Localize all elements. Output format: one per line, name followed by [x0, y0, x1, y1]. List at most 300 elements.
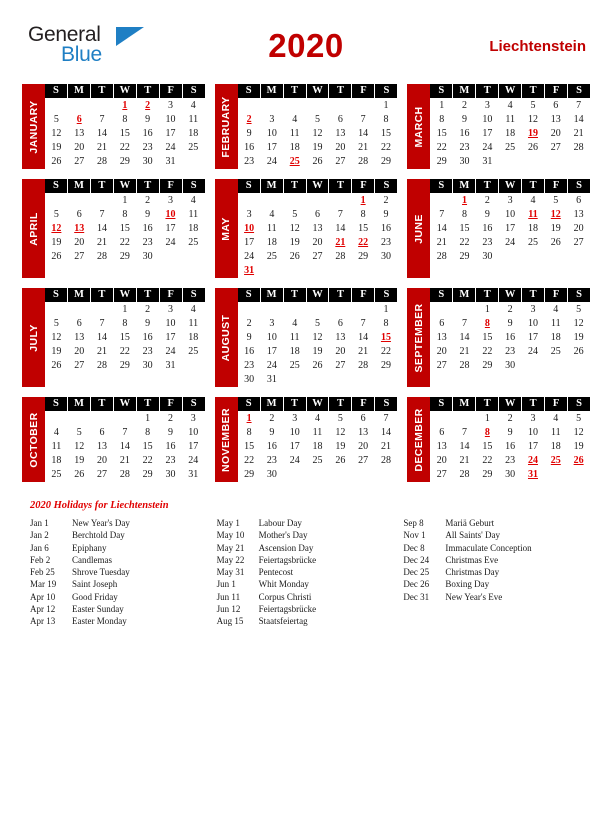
day-cell[interactable]: 3 — [530, 304, 536, 315]
day-cell[interactable]: 11 — [267, 223, 277, 234]
day-cell[interactable]: 11 — [51, 441, 62, 452]
day-cell[interactable]: 13 — [335, 332, 346, 343]
day-cell[interactable]: 16 — [459, 128, 470, 139]
day-cell[interactable]: 21 — [358, 142, 369, 153]
day-cell[interactable]: 4 — [53, 427, 59, 438]
day-cell[interactable]: 7 — [462, 427, 468, 438]
day-cell[interactable]: 17 — [266, 346, 277, 357]
day-cell[interactable]: 9 — [145, 209, 151, 220]
day-cell[interactable]: 26 — [51, 156, 62, 167]
day-cell[interactable]: 29 — [119, 360, 130, 371]
day-cell[interactable]: 27 — [335, 360, 346, 371]
day-cell[interactable]: 16 — [244, 346, 255, 357]
day-cell[interactable]: 10 — [165, 114, 176, 125]
day-cell[interactable]: 30 — [482, 251, 493, 262]
day-cell[interactable]: 15 — [459, 223, 470, 234]
day-cell[interactable]: 4 — [269, 209, 275, 220]
day-cell[interactable]: 4 — [553, 413, 559, 424]
day-cell[interactable]: 27 — [312, 251, 323, 262]
day-cell[interactable]: 3 — [190, 413, 196, 424]
day-cell[interactable]: 19 — [51, 346, 62, 357]
day-cell[interactable]: 30 — [505, 469, 516, 480]
day-cell[interactable]: 3 — [507, 195, 513, 206]
day-cell[interactable]: 8 — [246, 427, 252, 438]
day-cell[interactable]: 24 — [482, 142, 493, 153]
day-cell[interactable]: 28 — [380, 455, 391, 466]
day-cell[interactable]: 21 — [97, 346, 108, 357]
day-cell[interactable]: 3 — [269, 318, 275, 329]
day-cell[interactable]: 24 — [289, 455, 300, 466]
day-cell[interactable]: 14 — [97, 223, 108, 234]
day-cell[interactable]: 27 — [358, 455, 369, 466]
day-cell[interactable]: 23 — [380, 237, 391, 248]
day-cell[interactable]: 7 — [383, 413, 389, 424]
day-cell[interactable]: 22 — [142, 455, 153, 466]
day-cell[interactable]: 14 — [119, 441, 130, 452]
day-cell[interactable]: 15 — [358, 223, 369, 234]
day-cell[interactable]: 11 — [312, 427, 323, 438]
day-cell[interactable]: 23 — [142, 237, 153, 248]
day-cell[interactable]: 9 — [167, 427, 173, 438]
day-cell[interactable]: 14 — [436, 223, 447, 234]
day-cell[interactable]: 6 — [337, 114, 343, 125]
day-cell[interactable]: 6 — [439, 427, 445, 438]
day-cell[interactable]: 28 — [459, 469, 470, 480]
day-cell[interactable]: 15 — [436, 128, 447, 139]
day-cell[interactable]: 1 — [122, 195, 128, 206]
day-cell-holiday[interactable]: 1 — [360, 195, 366, 206]
day-cell[interactable]: 17 — [527, 332, 538, 343]
day-cell-holiday[interactable]: 13 — [74, 223, 85, 234]
day-cell[interactable]: 3 — [484, 100, 490, 111]
day-cell[interactable]: 7 — [576, 100, 582, 111]
day-cell[interactable]: 17 — [165, 332, 176, 343]
day-cell[interactable]: 13 — [74, 332, 85, 343]
day-cell[interactable]: 19 — [289, 237, 300, 248]
day-cell[interactable]: 22 — [119, 237, 130, 248]
day-cell[interactable]: 30 — [142, 251, 153, 262]
day-cell[interactable]: 4 — [292, 114, 298, 125]
day-cell-holiday[interactable]: 12 — [550, 209, 561, 220]
day-cell[interactable]: 2 — [145, 304, 151, 315]
day-cell[interactable]: 2 — [507, 304, 513, 315]
day-cell[interactable]: 20 — [335, 346, 346, 357]
day-cell[interactable]: 30 — [266, 469, 277, 480]
day-cell[interactable]: 6 — [553, 100, 559, 111]
day-cell[interactable]: 16 — [244, 142, 255, 153]
day-cell[interactable]: 8 — [145, 427, 151, 438]
day-cell[interactable]: 24 — [165, 346, 176, 357]
day-cell[interactable]: 28 — [335, 251, 346, 262]
day-cell[interactable]: 3 — [269, 114, 275, 125]
day-cell[interactable]: 11 — [505, 114, 515, 125]
day-cell[interactable]: 21 — [119, 455, 130, 466]
day-cell[interactable]: 25 — [289, 360, 300, 371]
day-cell[interactable]: 29 — [244, 469, 255, 480]
day-cell[interactable]: 15 — [482, 441, 493, 452]
day-cell[interactable]: 20 — [312, 237, 323, 248]
day-cell[interactable]: 18 — [266, 237, 277, 248]
day-cell[interactable]: 13 — [335, 128, 346, 139]
day-cell[interactable]: 21 — [97, 142, 108, 153]
day-cell[interactable]: 7 — [99, 114, 105, 125]
day-cell[interactable]: 29 — [358, 251, 369, 262]
day-cell[interactable]: 28 — [119, 469, 130, 480]
day-cell[interactable]: 23 — [459, 142, 470, 153]
day-cell[interactable]: 12 — [573, 427, 584, 438]
day-cell[interactable]: 23 — [266, 455, 277, 466]
day-cell[interactable]: 5 — [76, 427, 82, 438]
day-cell[interactable]: 5 — [530, 100, 536, 111]
day-cell[interactable]: 16 — [482, 223, 493, 234]
day-cell[interactable]: 29 — [459, 251, 470, 262]
day-cell[interactable]: 8 — [383, 318, 389, 329]
day-cell[interactable]: 1 — [484, 413, 490, 424]
day-cell[interactable]: 19 — [335, 441, 346, 452]
day-cell[interactable]: 8 — [383, 114, 389, 125]
day-cell[interactable]: 21 — [358, 346, 369, 357]
day-cell[interactable]: 13 — [436, 441, 447, 452]
day-cell[interactable]: 29 — [482, 469, 493, 480]
day-cell[interactable]: 10 — [505, 209, 516, 220]
day-cell[interactable]: 9 — [383, 209, 389, 220]
day-cell[interactable]: 23 — [142, 346, 153, 357]
day-cell[interactable]: 4 — [190, 100, 196, 111]
day-cell-holiday[interactable]: 22 — [358, 237, 369, 248]
day-cell[interactable]: 9 — [484, 209, 490, 220]
day-cell[interactable]: 11 — [188, 318, 199, 329]
day-cell[interactable]: 18 — [312, 441, 323, 452]
day-cell[interactable]: 14 — [358, 332, 369, 343]
day-cell[interactable]: 29 — [380, 156, 391, 167]
day-cell[interactable]: 17 — [289, 441, 300, 452]
day-cell[interactable]: 1 — [122, 304, 128, 315]
day-cell[interactable]: 15 — [119, 223, 130, 234]
day-cell[interactable]: 13 — [358, 427, 369, 438]
day-cell[interactable]: 16 — [266, 441, 277, 452]
day-cell[interactable]: 22 — [119, 142, 130, 153]
day-cell[interactable]: 25 — [51, 469, 62, 480]
day-cell[interactable]: 5 — [337, 413, 343, 424]
day-cell[interactable]: 26 — [527, 142, 538, 153]
day-cell[interactable]: 9 — [269, 427, 275, 438]
day-cell[interactable]: 19 — [550, 223, 561, 234]
day-cell[interactable]: 3 — [292, 413, 298, 424]
day-cell[interactable]: 22 — [244, 455, 255, 466]
day-cell[interactable]: 20 — [436, 346, 447, 357]
day-cell[interactable]: 15 — [244, 441, 255, 452]
day-cell[interactable]: 4 — [315, 413, 320, 424]
day-cell-holiday[interactable]: 1 — [246, 413, 252, 424]
day-cell[interactable]: 20 — [358, 441, 369, 452]
day-cell-holiday[interactable]: 6 — [76, 114, 82, 125]
day-cell[interactable]: 31 — [482, 156, 493, 167]
day-cell[interactable]: 14 — [335, 223, 346, 234]
day-cell[interactable]: 27 — [436, 469, 447, 480]
day-cell[interactable]: 16 — [505, 332, 516, 343]
day-cell[interactable]: 25 — [505, 142, 516, 153]
day-cell[interactable]: 21 — [97, 237, 108, 248]
day-cell[interactable]: 21 — [459, 455, 470, 466]
day-cell[interactable]: 13 — [74, 128, 85, 139]
day-cell[interactable]: 7 — [99, 209, 105, 220]
day-cell[interactable]: 29 — [119, 251, 130, 262]
day-cell-holiday[interactable]: 31 — [244, 265, 255, 276]
day-cell[interactable]: 25 — [266, 251, 277, 262]
day-cell[interactable]: 11 — [550, 318, 561, 329]
day-cell[interactable]: 17 — [505, 223, 516, 234]
day-cell[interactable]: 27 — [550, 142, 561, 153]
day-cell[interactable]: 26 — [51, 360, 62, 371]
day-cell[interactable]: 29 — [436, 156, 447, 167]
day-cell[interactable]: 13 — [573, 209, 584, 220]
day-cell[interactable]: 8 — [122, 114, 128, 125]
day-cell[interactable]: 27 — [436, 360, 447, 371]
day-cell[interactable]: 10 — [266, 128, 277, 139]
day-cell[interactable]: 13 — [97, 441, 108, 452]
day-cell[interactable]: 19 — [573, 441, 584, 452]
day-cell[interactable]: 6 — [360, 413, 366, 424]
day-cell[interactable]: 18 — [550, 332, 561, 343]
day-cell-holiday[interactable]: 31 — [527, 469, 538, 480]
day-cell-holiday[interactable]: 2 — [246, 114, 252, 125]
day-cell-holiday[interactable]: 10 — [165, 209, 176, 220]
day-cell[interactable]: 20 — [573, 223, 584, 234]
day-cell[interactable]: 9 — [507, 427, 513, 438]
day-cell[interactable]: 12 — [74, 441, 85, 452]
day-cell[interactable]: 18 — [188, 128, 199, 139]
day-cell[interactable]: 6 — [439, 318, 445, 329]
day-cell[interactable]: 24 — [244, 251, 255, 262]
day-cell-holiday[interactable]: 25 — [289, 156, 300, 167]
day-cell[interactable]: 26 — [289, 251, 300, 262]
day-cell[interactable]: 11 — [289, 128, 300, 139]
day-cell[interactable]: 24 — [266, 360, 277, 371]
day-cell-holiday[interactable]: 25 — [550, 455, 561, 466]
day-cell[interactable]: 23 — [505, 455, 516, 466]
day-cell[interactable]: 27 — [74, 156, 85, 167]
day-cell[interactable]: 12 — [51, 128, 62, 139]
day-cell[interactable]: 9 — [507, 318, 513, 329]
day-cell[interactable]: 14 — [380, 427, 391, 438]
day-cell[interactable]: 2 — [507, 413, 513, 424]
day-cell[interactable]: 9 — [145, 114, 151, 125]
day-cell[interactable]: 5 — [553, 195, 559, 206]
day-cell[interactable]: 29 — [119, 156, 130, 167]
day-cell[interactable]: 31 — [188, 469, 199, 480]
day-cell[interactable]: 7 — [360, 318, 366, 329]
day-cell[interactable]: 1 — [484, 304, 490, 315]
day-cell-holiday[interactable]: 21 — [335, 237, 346, 248]
day-cell[interactable]: 31 — [165, 360, 176, 371]
day-cell[interactable]: 11 — [550, 427, 561, 438]
day-cell[interactable]: 10 — [482, 114, 493, 125]
day-cell[interactable]: 25 — [527, 237, 538, 248]
day-cell[interactable]: 22 — [119, 346, 130, 357]
day-cell[interactable]: 6 — [76, 318, 82, 329]
day-cell[interactable]: 26 — [312, 156, 323, 167]
day-cell[interactable]: 24 — [527, 346, 538, 357]
day-cell[interactable]: 22 — [459, 237, 470, 248]
day-cell[interactable]: 10 — [165, 318, 176, 329]
day-cell[interactable]: 12 — [335, 427, 346, 438]
day-cell[interactable]: 23 — [165, 455, 176, 466]
day-cell[interactable]: 29 — [380, 360, 391, 371]
day-cell[interactable]: 26 — [74, 469, 85, 480]
day-cell[interactable]: 1 — [383, 100, 389, 111]
day-cell[interactable]: 12 — [51, 332, 62, 343]
day-cell[interactable]: 5 — [315, 318, 320, 329]
day-cell[interactable]: 12 — [527, 114, 538, 125]
day-cell[interactable]: 20 — [550, 128, 561, 139]
day-cell[interactable]: 25 — [188, 346, 199, 357]
day-cell[interactable]: 3 — [530, 413, 536, 424]
day-cell[interactable]: 28 — [97, 251, 108, 262]
day-cell[interactable]: 20 — [335, 142, 346, 153]
day-cell[interactable]: 30 — [142, 360, 153, 371]
day-cell[interactable]: 27 — [335, 156, 346, 167]
day-cell[interactable]: 12 — [312, 128, 323, 139]
day-cell[interactable]: 30 — [244, 374, 255, 385]
day-cell[interactable]: 21 — [436, 237, 447, 248]
day-cell[interactable]: 30 — [380, 251, 391, 262]
day-cell[interactable]: 26 — [550, 237, 561, 248]
day-cell[interactable]: 19 — [51, 142, 62, 153]
day-cell-holiday[interactable]: 1 — [122, 100, 128, 111]
day-cell[interactable]: 18 — [289, 142, 300, 153]
day-cell[interactable]: 18 — [289, 346, 300, 357]
day-cell[interactable]: 24 — [188, 455, 199, 466]
day-cell[interactable]: 16 — [505, 441, 516, 452]
day-cell[interactable]: 9 — [462, 114, 468, 125]
day-cell[interactable]: 13 — [312, 223, 323, 234]
day-cell[interactable]: 1 — [439, 100, 445, 111]
day-cell[interactable]: 3 — [167, 304, 173, 315]
day-cell[interactable]: 18 — [505, 128, 516, 139]
day-cell[interactable]: 18 — [51, 455, 62, 466]
day-cell-holiday[interactable]: 11 — [528, 209, 538, 220]
day-cell[interactable]: 23 — [505, 346, 516, 357]
day-cell[interactable]: 28 — [436, 251, 447, 262]
day-cell[interactable]: 25 — [188, 142, 199, 153]
day-cell[interactable]: 17 — [165, 128, 176, 139]
day-cell[interactable]: 27 — [74, 360, 85, 371]
day-cell[interactable]: 1 — [145, 413, 151, 424]
day-cell[interactable]: 24 — [505, 237, 516, 248]
day-cell[interactable]: 31 — [266, 374, 277, 385]
day-cell[interactable]: 18 — [550, 441, 561, 452]
day-cell[interactable]: 19 — [312, 142, 323, 153]
day-cell[interactable]: 20 — [74, 142, 85, 153]
day-cell-holiday[interactable]: 8 — [484, 427, 490, 438]
day-cell[interactable]: 30 — [459, 156, 470, 167]
day-cell[interactable]: 2 — [145, 195, 151, 206]
day-cell[interactable]: 8 — [462, 209, 468, 220]
day-cell[interactable]: 3 — [167, 100, 173, 111]
day-cell[interactable]: 26 — [573, 346, 584, 357]
day-cell[interactable]: 2 — [246, 318, 252, 329]
day-cell[interactable]: 6 — [315, 209, 320, 220]
day-cell[interactable]: 6 — [99, 427, 105, 438]
day-cell[interactable]: 1 — [383, 304, 389, 315]
day-cell[interactable]: 21 — [459, 346, 470, 357]
day-cell[interactable]: 22 — [482, 346, 493, 357]
day-cell[interactable]: 12 — [312, 332, 323, 343]
day-cell[interactable]: 23 — [244, 156, 255, 167]
day-cell[interactable]: 5 — [292, 209, 298, 220]
day-cell[interactable]: 7 — [337, 209, 343, 220]
day-cell[interactable]: 28 — [358, 156, 369, 167]
day-cell[interactable]: 9 — [246, 332, 252, 343]
day-cell[interactable]: 30 — [165, 469, 176, 480]
day-cell[interactable]: 15 — [119, 332, 130, 343]
day-cell[interactable]: 2 — [167, 413, 173, 424]
day-cell[interactable]: 7 — [99, 318, 105, 329]
day-cell[interactable]: 30 — [505, 360, 516, 371]
day-cell[interactable]: 25 — [312, 455, 323, 466]
day-cell[interactable]: 14 — [97, 332, 108, 343]
day-cell[interactable]: 27 — [97, 469, 108, 480]
day-cell[interactable]: 9 — [145, 318, 151, 329]
day-cell[interactable]: 20 — [74, 346, 85, 357]
day-cell[interactable]: 24 — [165, 237, 176, 248]
day-cell[interactable]: 14 — [97, 128, 108, 139]
day-cell[interactable]: 4 — [292, 318, 298, 329]
day-cell[interactable]: 14 — [459, 441, 470, 452]
day-cell[interactable]: 11 — [188, 209, 199, 220]
day-cell-holiday[interactable]: 1 — [462, 195, 468, 206]
day-cell[interactable]: 17 — [527, 441, 538, 452]
day-cell[interactable]: 4 — [190, 195, 196, 206]
day-cell[interactable]: 19 — [51, 237, 62, 248]
day-cell[interactable]: 7 — [122, 427, 128, 438]
day-cell[interactable]: 25 — [188, 237, 199, 248]
day-cell[interactable]: 2 — [462, 100, 468, 111]
day-cell[interactable]: 3 — [167, 195, 173, 206]
day-cell[interactable]: 29 — [482, 360, 493, 371]
day-cell[interactable]: 17 — [244, 237, 255, 248]
day-cell[interactable]: 7 — [360, 114, 366, 125]
day-cell[interactable]: 24 — [165, 142, 176, 153]
day-cell[interactable]: 2 — [269, 413, 275, 424]
day-cell[interactable]: 23 — [482, 237, 493, 248]
day-cell[interactable]: 4 — [190, 304, 196, 315]
day-cell[interactable]: 16 — [142, 223, 153, 234]
day-cell[interactable]: 22 — [436, 142, 447, 153]
day-cell[interactable]: 16 — [380, 223, 391, 234]
day-cell[interactable]: 8 — [122, 209, 128, 220]
day-cell[interactable]: 25 — [550, 346, 561, 357]
day-cell[interactable]: 20 — [97, 455, 108, 466]
day-cell[interactable]: 6 — [337, 318, 343, 329]
day-cell[interactable]: 26 — [335, 455, 346, 466]
day-cell[interactable]: 17 — [165, 223, 176, 234]
day-cell[interactable]: 14 — [459, 332, 470, 343]
day-cell[interactable]: 15 — [482, 332, 493, 343]
day-cell[interactable]: 19 — [573, 332, 584, 343]
day-cell[interactable]: 26 — [51, 251, 62, 262]
day-cell[interactable]: 12 — [573, 318, 584, 329]
day-cell[interactable]: 14 — [358, 128, 369, 139]
day-cell[interactable]: 20 — [74, 237, 85, 248]
day-cell[interactable]: 9 — [246, 128, 252, 139]
day-cell[interactable]: 17 — [188, 441, 199, 452]
day-cell[interactable]: 15 — [380, 128, 391, 139]
day-cell[interactable]: 16 — [142, 332, 153, 343]
day-cell[interactable]: 10 — [266, 332, 277, 343]
day-cell-holiday[interactable]: 2 — [145, 100, 151, 111]
day-cell[interactable]: 11 — [289, 332, 300, 343]
